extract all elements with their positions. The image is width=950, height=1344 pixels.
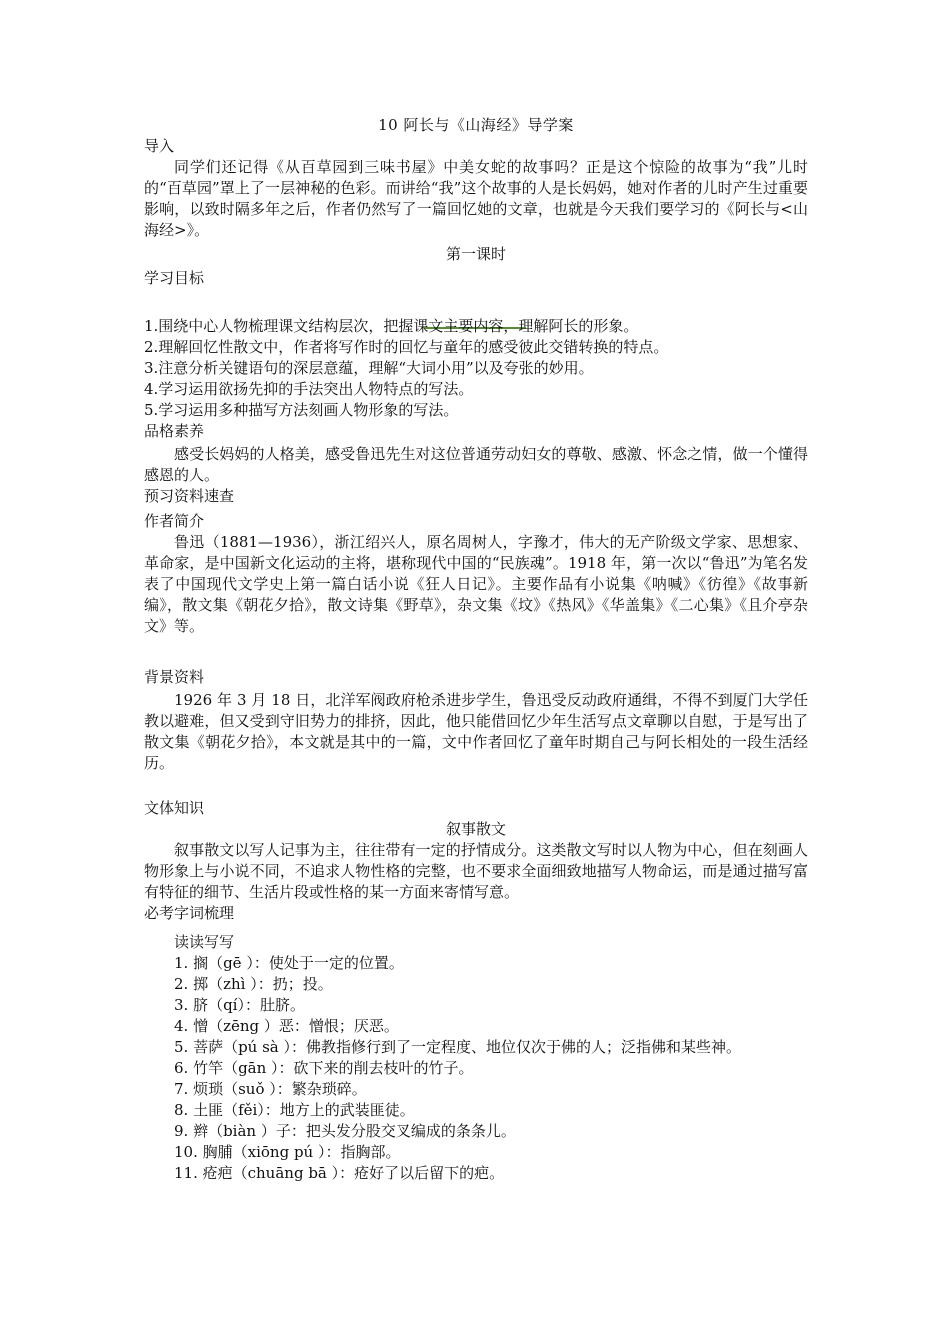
author-heading: 作者简介 xyxy=(144,512,205,530)
preview-heading: 预习资料速查 xyxy=(144,487,235,505)
goal-item: 3.注意分析关键语句的深层意蕴，理解“大词小用”以及夸张的妙用。 xyxy=(144,359,594,377)
author-text: 鲁迅（1881—1936），浙江绍兴人，原名周树人，字豫才，伟大的无产阶级文学家、思想家、革命家，是中国新文化运动的主将，堪称现代中国的“民族魂”。1918 年，第一次以“鲁迅”为笔名发表了中国现代文学史上第一篇白话小说《狂人日记》。主要作品有小说集《呐喊》《彷徨》《故事新编》，散文集《朝花夕拾》，散文诗集《野草》，杂文集《坟》《热风》《华盖集》《二心集》《且介亭杂文》等。 xyxy=(144,533,808,635)
lesson-title: 第一课时 xyxy=(445,245,506,263)
background-text: 1926 年 3 月 18 日，北洋军阀政府枪杀进步学生，鲁迅受反动政府通缉，不得不到厦门大学任教以避难，但又受到守旧势力的排挤，因此，他只能借回忆少年生活写点文章聊以自慰，于是写出了散文集《朝花夕拾》，本文就是其中的一篇，文中作者回忆了童年时期自己与阿长相处的一段生活经历。 xyxy=(144,691,808,772)
goal-item: 4.学习运用欲扬先抑的手法突出人物特点的写法。 xyxy=(144,380,474,398)
vocab-item: 6. 竹竿（gān ）：砍下来的削去枝叶的竹子。 xyxy=(174,1059,474,1077)
intro-text: 同学们还记得《从百草园到三味书屋》中美女蛇的故事吗？正是这个惊险的故事为“我”儿时的“百草园”罩上了一层神秘的色彩。而讲给“我”这个故事的人是长妈妈，她对作者的儿时产生过重要影响，以致时隔多年之后，作者仍然写了一篇回忆她的文章，也就是今天我们要学习的《阿长与<山海经>》。 xyxy=(144,158,808,239)
vocab-list xyxy=(144,932,808,1184)
goals-list xyxy=(144,316,808,421)
document-page xyxy=(144,115,808,1184)
vocab-item: 7. 烦琐（suǒ ）：繁杂琐碎。 xyxy=(174,1080,367,1098)
goal-item: 5.学习运用多种描写方法刻画人物形象的写法。 xyxy=(144,401,459,419)
genre-text: 叙事散文以写人记事为主，往往带有一定的抒情成分。这类散文写时以人物为中心，但在刻画人物形象上与小说不同，不追求人物性格的完整，也不要求全面细致地描写人物命运，而是通过描写富有特征的细节、生活片段或性格的某一方面来寄情写意。 xyxy=(144,841,808,901)
vocab-item: 3. 脐（qí）：肚脐。 xyxy=(174,996,305,1014)
character-heading: 品格素养 xyxy=(144,422,205,440)
genre-subtitle: 叙事散文 xyxy=(445,820,506,838)
vocab-item: 2. 掷（zhì ）：扔；投。 xyxy=(174,975,333,993)
goals-heading: 学习目标 xyxy=(144,269,205,287)
vocab-subheading: 读读写写 xyxy=(174,933,235,951)
vocab-item: 8. 土匪（fěi）：地方上的武装匪徒。 xyxy=(174,1101,415,1119)
character-text: 感受长妈妈的人格美，感受鲁迅先生对这位普通劳动妇女的尊敬、感激、怀念之情，做一个懂得感恩的人。 xyxy=(144,445,808,484)
intro-heading: 导入 xyxy=(144,137,175,155)
vocab-heading: 必考字词梳理 xyxy=(144,904,235,922)
vocab-item: 11. 疮疤（chuāng bā ）：疮好了以后留下的疤。 xyxy=(174,1164,505,1182)
vocab-item: 9. 辫（biàn ）子：把头发分股交叉编成的条条儿。 xyxy=(174,1122,516,1140)
vocab-item: 4. 憎（zēng ）恶：憎恨；厌恶。 xyxy=(174,1017,399,1035)
document-title: 10 阿长与《山海经》导学案 xyxy=(378,116,574,134)
vocab-item: 1. 搁（gē ）：使处于一定的位置。 xyxy=(174,954,404,972)
goal-item: 1.围绕中心人物梳理课文结构层次，把握课文主要内容，理解阿长的形象。 xyxy=(144,317,639,335)
background-heading: 背景资料 xyxy=(144,668,205,686)
genre-heading: 文体知识 xyxy=(144,799,205,817)
vocab-item: 5. 菩萨（pú sà ）：佛教指修行到了一定程度、地位仅次于佛的人；泛指佛和某些神。 xyxy=(174,1038,742,1056)
goal-item: 2.理解回忆性散文中，作者将写作时的回忆与童年的感受彼此交错转换的特点。 xyxy=(144,338,669,356)
vocab-item: 10. 胸脯（xiōng pú ）：指胸部。 xyxy=(174,1143,401,1161)
